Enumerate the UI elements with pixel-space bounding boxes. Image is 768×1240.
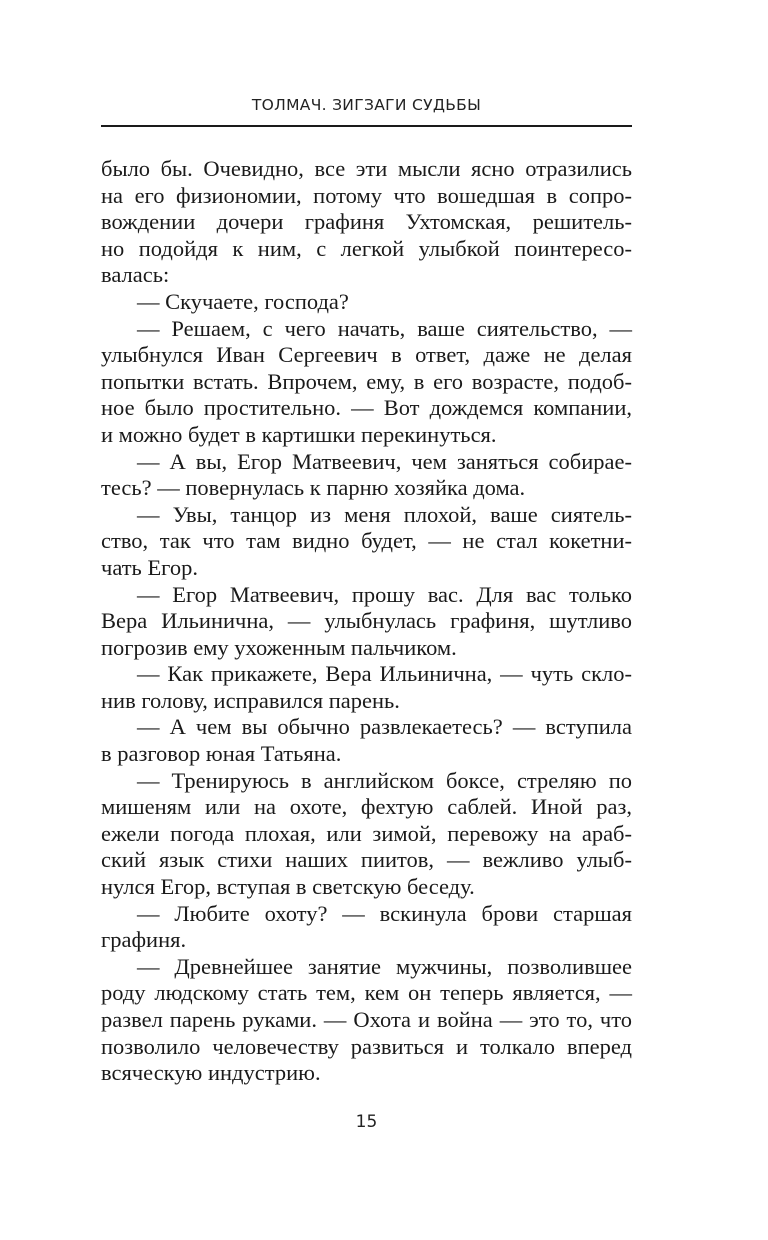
text-line: позволило человечеству развиться и толкало вперед — [101, 1033, 632, 1059]
text-line: и можно будет в картишки перекинуться. — [101, 421, 497, 447]
page-number: 15 — [355, 1112, 378, 1132]
text-line: нулся Егор, вступая в светскую беседу. — [101, 874, 475, 900]
text-line: было бы. Очевидно, все эти мысли ясно отразились — [101, 156, 632, 181]
text-line: роду людскому стать тем, кем он теперь является, — — [101, 980, 632, 1006]
text-line: — А вы, Егор Матвеевич, чем заняться собирае- — [137, 448, 632, 474]
text-line: погрозив ему ухоженным пальчиком. — [101, 634, 457, 660]
text-line: — Решаем, с чего начать, ваше сиятельство, — — [137, 315, 632, 341]
text-line: ежели погода плохая, или зимой, перевожу на араб- — [101, 820, 632, 846]
text-line: но подойдя к ним, с легкой улыбкой поинтересо- — [101, 235, 632, 261]
text-line: Вера Ильинична, — улыбнулась графиня, шутливо — [101, 608, 632, 634]
text-line: — Увы, танцор из меня плохой, ваше сиятель- — [137, 501, 632, 527]
text-line: попытки встать. Впрочем, ему, в его возрасте, подоб- — [101, 368, 632, 394]
text-line: ное было простительно. — Вот дождемся компании, — [101, 395, 632, 421]
text-line: улыбнулся Иван Сергеевич в ответ, даже не делая — [101, 342, 632, 368]
text-line: тесь? — повернулась к парню хозяйка дома. — [101, 475, 526, 501]
text-line: — Скучаете, господа? — [137, 288, 349, 314]
text-line: развел парень руками. — Охота и война — это то, что — [101, 1007, 632, 1032]
text-line: чать Егор. — [101, 554, 198, 580]
text-line: ский язык стихи наших пиитов, — вежливо улыб- — [101, 847, 632, 873]
header-rule — [101, 125, 632, 127]
text-line: — Древнейшее занятие мужчины, позволившее — [137, 953, 632, 979]
text-line: вождении дочери графиня Ухтомская, решитель- — [101, 209, 632, 235]
text-line: — Как прикажете, Вера Ильинична, — чуть скло- — [137, 661, 632, 687]
text-line: мишеням или на охоте, фехтую саблей. Иной раз, — [101, 794, 632, 820]
text-line: в разговор юная Татьяна. — [101, 741, 342, 767]
text-line: нив голову, исправился парень. — [101, 687, 400, 713]
text-line: — Любите охоту? — вскинула брови старшая — [137, 900, 632, 926]
text-line: графиня. — [101, 927, 187, 953]
text-line: — Егор Матвеевич, прошу вас. Для вас только — [137, 581, 632, 607]
text-line: ство, так что там видно будет, — не стал кокетни- — [101, 528, 632, 554]
running-head-title: ТОЛМАЧ. ЗИГЗАГИ СУДЬБЫ — [251, 96, 482, 114]
text-line: валась: — [101, 262, 170, 288]
text-line: на его физиономии, потому что вошедшая в сопро- — [101, 182, 632, 208]
body-text — [101, 156, 632, 1087]
text-line: — А чем вы обычно развлекаетесь? — вступила — [137, 714, 632, 740]
text-line: всяческую индустрию. — [101, 1060, 321, 1086]
text-line: — Тренируюсь в английском боксе, стреляю по — [137, 767, 632, 793]
